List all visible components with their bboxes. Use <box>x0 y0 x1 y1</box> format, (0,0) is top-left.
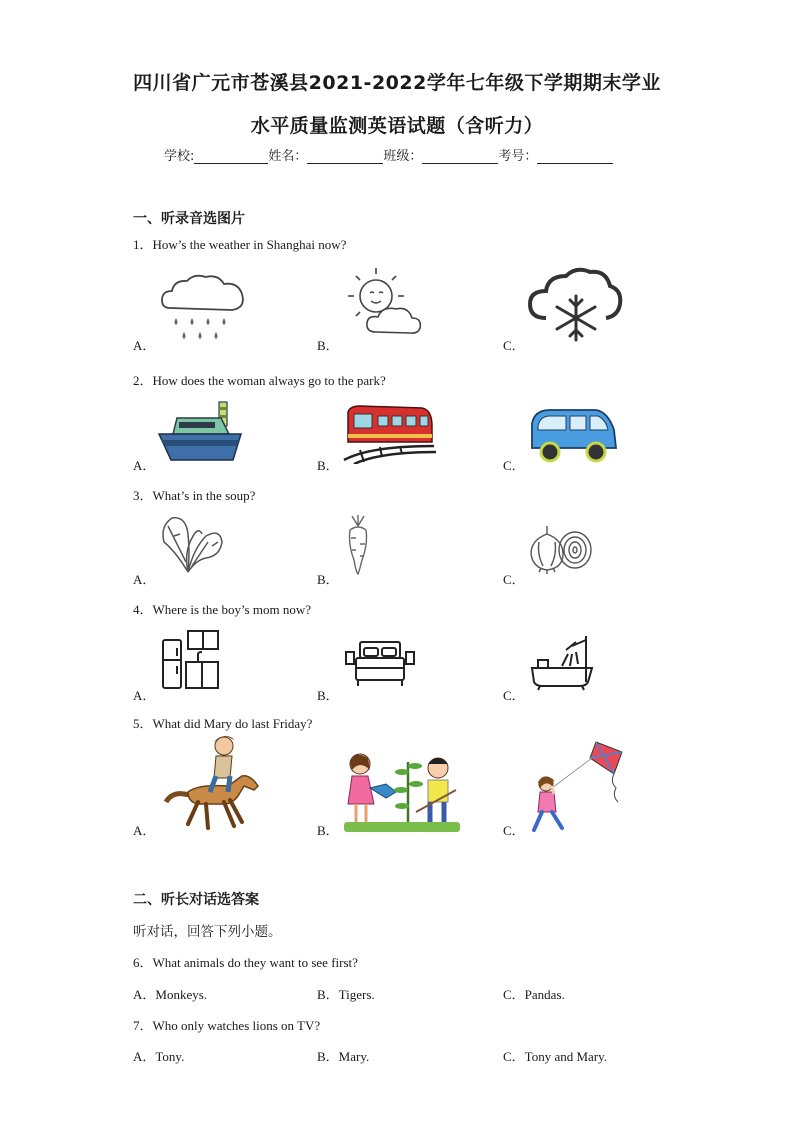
q5-option-a[interactable]: A． <box>133 823 156 838</box>
q7-option-a[interactable]: A．Tony. <box>133 1049 185 1064</box>
ship-icon <box>155 398 245 464</box>
q7-option-b[interactable]: B．Mary. <box>317 1049 370 1064</box>
q3-option-c[interactable]: C． <box>503 572 525 587</box>
sun-cloud-icon <box>340 266 424 342</box>
train-icon <box>340 402 436 464</box>
school-field[interactable] <box>194 150 268 164</box>
name-label: 姓名： <box>268 149 308 164</box>
question-2: 2．How does the woman always go to the park? <box>133 373 386 388</box>
rain-cloud-icon <box>158 272 248 346</box>
section2-heading: 二、听长对话选答案 <box>133 892 259 908</box>
flying-kite-icon <box>528 740 630 834</box>
q2-option-a[interactable]: A． <box>133 458 156 473</box>
q3-option-a[interactable]: A． <box>133 572 156 587</box>
snow-cloud-icon <box>526 266 624 344</box>
section2-instruction: 听对话，回答下列小题。 <box>133 924 282 940</box>
kitchen-icon <box>160 628 222 690</box>
q2-option-c[interactable]: C． <box>503 458 525 473</box>
question-1: 1．How’s the weather in Shanghai now? <box>133 237 347 252</box>
van-icon <box>526 404 620 466</box>
question-7: 7．Who only watches lions on TV? <box>133 1018 321 1033</box>
question-4: 4．Where is the boy’s mom now? <box>133 602 311 617</box>
name-field[interactable] <box>307 150 383 164</box>
q7-option-c[interactable]: C．Tony and Mary. <box>503 1049 608 1064</box>
section1-heading: 一、听录音选图片 <box>133 211 245 227</box>
class-field[interactable] <box>422 150 498 164</box>
q4-option-a[interactable]: A． <box>133 688 156 703</box>
q5-option-c[interactable]: C． <box>503 823 525 838</box>
q3-option-b[interactable]: B． <box>317 572 339 587</box>
q4-option-c[interactable]: C． <box>503 688 525 703</box>
class-label: 班级： <box>383 149 423 164</box>
q6-option-a[interactable]: A．Monkeys. <box>133 987 208 1002</box>
q6-option-c[interactable]: C．Pandas. <box>503 987 565 1002</box>
q6-option-b[interactable]: B．Tigers. <box>317 987 375 1002</box>
id-field[interactable] <box>537 150 613 164</box>
student-info-row <box>164 145 613 164</box>
horse-riding-icon <box>158 730 266 834</box>
q4-option-b[interactable]: B． <box>317 688 339 703</box>
q5-option-b[interactable]: B． <box>317 823 339 838</box>
id-label: 考号： <box>498 149 538 164</box>
q1-option-a[interactable]: A． <box>133 338 156 353</box>
question-6: 6．What animals do they want to see first? <box>133 955 358 970</box>
exam-title-line1: 四川省广元市苍溪县2021-2022学年七年级下学期期末学业 <box>133 72 661 94</box>
spinach-icon <box>158 512 226 576</box>
q2-option-b[interactable]: B． <box>317 458 339 473</box>
q1-option-c[interactable]: C． <box>503 338 525 353</box>
onion-icon <box>527 524 595 576</box>
question-5: 5．What did Mary do last Friday? <box>133 716 313 731</box>
planting-tree-icon <box>344 752 460 832</box>
exam-title-line2: 水平质量监测英语试题（含听力） <box>250 115 544 137</box>
q1-option-b[interactable]: B． <box>317 338 339 353</box>
question-3: 3．What’s in the soup? <box>133 488 256 503</box>
bathroom-icon <box>528 632 594 692</box>
bedroom-icon <box>344 638 416 688</box>
school-label: 学校: <box>164 149 195 164</box>
carrot-icon <box>342 514 374 576</box>
